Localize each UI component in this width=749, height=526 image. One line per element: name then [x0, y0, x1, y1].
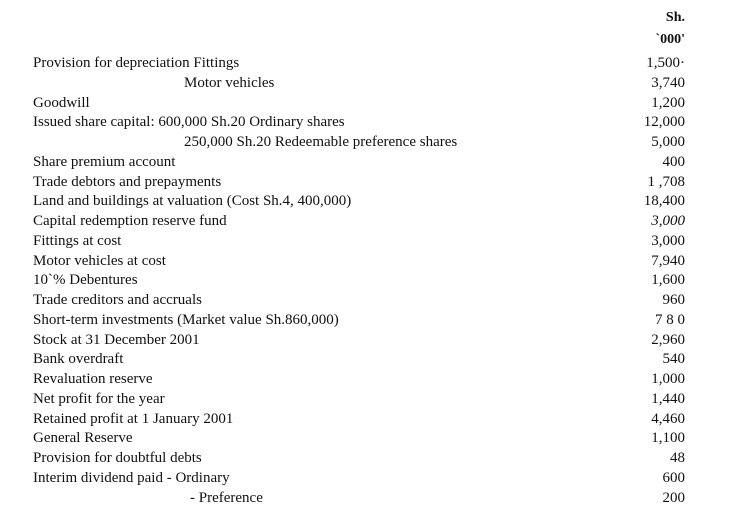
item-label: Bank overdraft [33, 351, 124, 368]
currency-header: Sh. [665, 10, 685, 25]
list-item [0, 232, 749, 252]
item-label: Issued share capital: 600,000 Sh.20 Ordinary shares [33, 114, 345, 131]
list-item [0, 311, 749, 331]
item-label: 10`% Debentures [33, 272, 138, 289]
units-header: `000' [655, 32, 685, 47]
list-item [0, 291, 749, 311]
list-item [0, 350, 749, 370]
list-item [0, 469, 749, 489]
item-value: 1,100 [651, 430, 685, 447]
item-value: 3,000 [651, 213, 685, 229]
item-value: 400 [662, 153, 685, 170]
item-label: - Preference [190, 489, 263, 506]
item-value: 960 [662, 292, 685, 308]
item-label: Revaluation reserve [33, 371, 153, 387]
list-item [0, 370, 749, 390]
list-item [0, 54, 749, 74]
list-item [0, 153, 749, 173]
item-value: 3,740 [651, 74, 685, 91]
item-value: 7 8 0 [655, 311, 685, 328]
item-value: 200 [662, 489, 685, 506]
item-value: 1,000 [651, 371, 685, 387]
list-item [0, 271, 749, 291]
item-value: 1,200 [651, 94, 685, 111]
list-item [0, 212, 749, 232]
item-value: 12,000 [643, 114, 685, 131]
list-item [0, 74, 749, 94]
item-value: 600 [662, 469, 685, 486]
item-value: 2,960 [651, 331, 685, 348]
item-label: Provision for depreciation Fittings [33, 55, 240, 71]
item-label: Motor vehicles [184, 74, 275, 91]
list-item [0, 429, 749, 449]
list-item [0, 113, 749, 133]
item-label: Provision for doubtful debts [33, 450, 202, 466]
item-value: 48 [670, 450, 685, 466]
item-label: Stock at 31 December 2001 [33, 331, 200, 348]
item-label: Capital redemption reserve fund [33, 213, 227, 229]
list-item [0, 410, 749, 430]
item-value: 7,940 [651, 252, 685, 269]
list-item [0, 133, 749, 153]
item-value: 1,500· [646, 55, 685, 71]
list-item [0, 390, 749, 410]
item-label: Net profit for the year [33, 390, 165, 407]
item-value: 540 [662, 351, 685, 368]
item-label: Fittings at cost [33, 232, 122, 249]
item-label: Trade creditors and accruals [33, 292, 202, 308]
item-label: General Reserve [33, 430, 133, 447]
item-label: Motor vehicles at cost [33, 252, 166, 269]
item-label: Goodwill [33, 94, 90, 111]
item-value: 18,400 [643, 193, 685, 210]
list-item [0, 252, 749, 272]
item-value: 5,000 [651, 134, 685, 150]
item-value: 4,460 [651, 410, 685, 427]
balance-list [0, 54, 749, 508]
item-label: Short-term investments (Market value Sh.860,000) [33, 311, 339, 328]
list-item [0, 94, 749, 114]
list-item [0, 173, 749, 193]
item-label: Interim dividend paid - Ordinary [33, 469, 230, 486]
item-label: Retained profit at 1 January 2001 [33, 410, 234, 427]
list-item [0, 192, 749, 212]
item-value: 1 ,708 [647, 173, 685, 190]
item-label: Share premium account [33, 153, 176, 170]
item-value: 1,600 [651, 272, 685, 289]
list-item [0, 331, 749, 351]
list-item [0, 489, 749, 509]
item-value: 1,440 [651, 390, 685, 407]
item-label: Land and buildings at valuation (Cost Sh.4, 400,000) [33, 193, 352, 210]
list-item [0, 449, 749, 469]
item-label: 250,000 Sh.20 Redeemable preference shares [184, 134, 458, 150]
item-label: Trade debtors and prepayments [33, 173, 222, 190]
item-value: 3,000 [651, 232, 685, 249]
